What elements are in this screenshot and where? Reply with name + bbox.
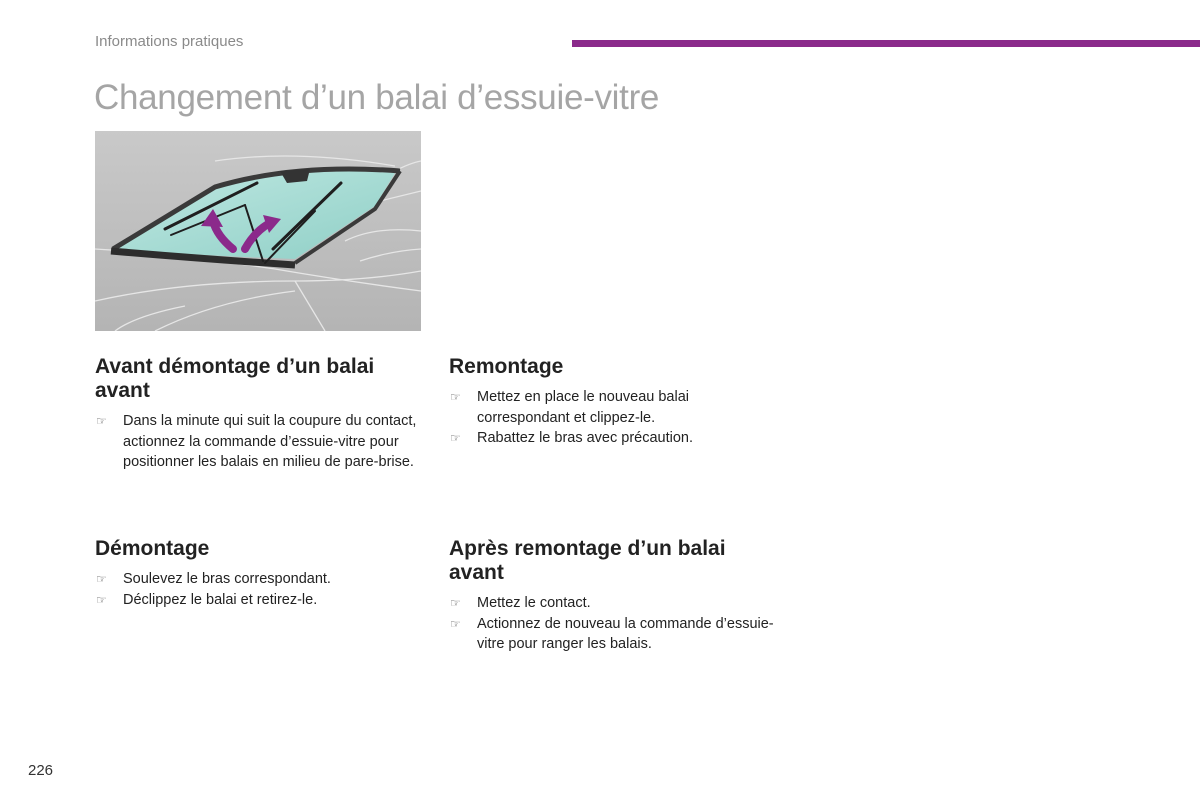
list-item-text: Rabattez le bras avec précaution. (477, 430, 694, 446)
instruction-list (449, 593, 779, 655)
section-heading: Remontage (449, 355, 564, 378)
list-item-text: Soulevez le bras correspondant. (123, 571, 331, 587)
list-item (449, 428, 779, 449)
list-item-text: Mettez en place le nouveau balai correspondant et clippez-le. (477, 389, 690, 426)
list-item (449, 387, 779, 428)
instruction-list (95, 569, 425, 610)
list-item (449, 614, 779, 655)
section-heading: Avant démontage d’un balai avant (95, 355, 375, 402)
header-accent-bar (572, 40, 1200, 47)
header-section-label: Informations pratiques (95, 33, 244, 50)
pointing-hand-icon: ☞ (450, 616, 461, 631)
list-item (95, 569, 425, 590)
pointing-hand-icon: ☞ (96, 592, 107, 607)
list-item (95, 590, 425, 611)
list-item (95, 411, 425, 473)
instruction-list (95, 411, 425, 473)
list-item (449, 593, 779, 614)
section-reassembly (449, 355, 779, 449)
list-item-text: Mettez le contact. (477, 595, 591, 611)
pointing-hand-icon: ☞ (450, 596, 461, 610)
section-after-reassembly (449, 537, 779, 655)
section-heading: Après remontage d’un balai avant (449, 537, 726, 584)
section-removal (95, 537, 425, 610)
list-item-text: Dans la minute qui suit la coupure du contact, actionnez la commande d’essuie-vitre pour positionner les balais en milieu de pare-brise. (123, 413, 417, 470)
section-heading: Démontage (95, 537, 210, 560)
page-title: Changement d’un balai d’essuie-vitre (94, 78, 660, 117)
instruction-list (449, 387, 779, 449)
pointing-hand-icon: ☞ (96, 414, 107, 428)
list-item-text: Déclippez le balai et retirez-le. (123, 591, 318, 608)
windshield-wiper-lift-arrows-illustration (95, 131, 421, 331)
page-number: 226 (28, 762, 54, 779)
list-item-text: Actionnez de nouveau la commande d’essuie-vitre pour ranger les balais. (477, 615, 774, 652)
windshield-illustration (95, 131, 421, 331)
pointing-hand-icon: ☞ (450, 390, 461, 404)
pointing-hand-icon: ☞ (96, 572, 107, 586)
section-before-removal (95, 355, 425, 473)
pointing-hand-icon: ☞ (450, 431, 461, 445)
